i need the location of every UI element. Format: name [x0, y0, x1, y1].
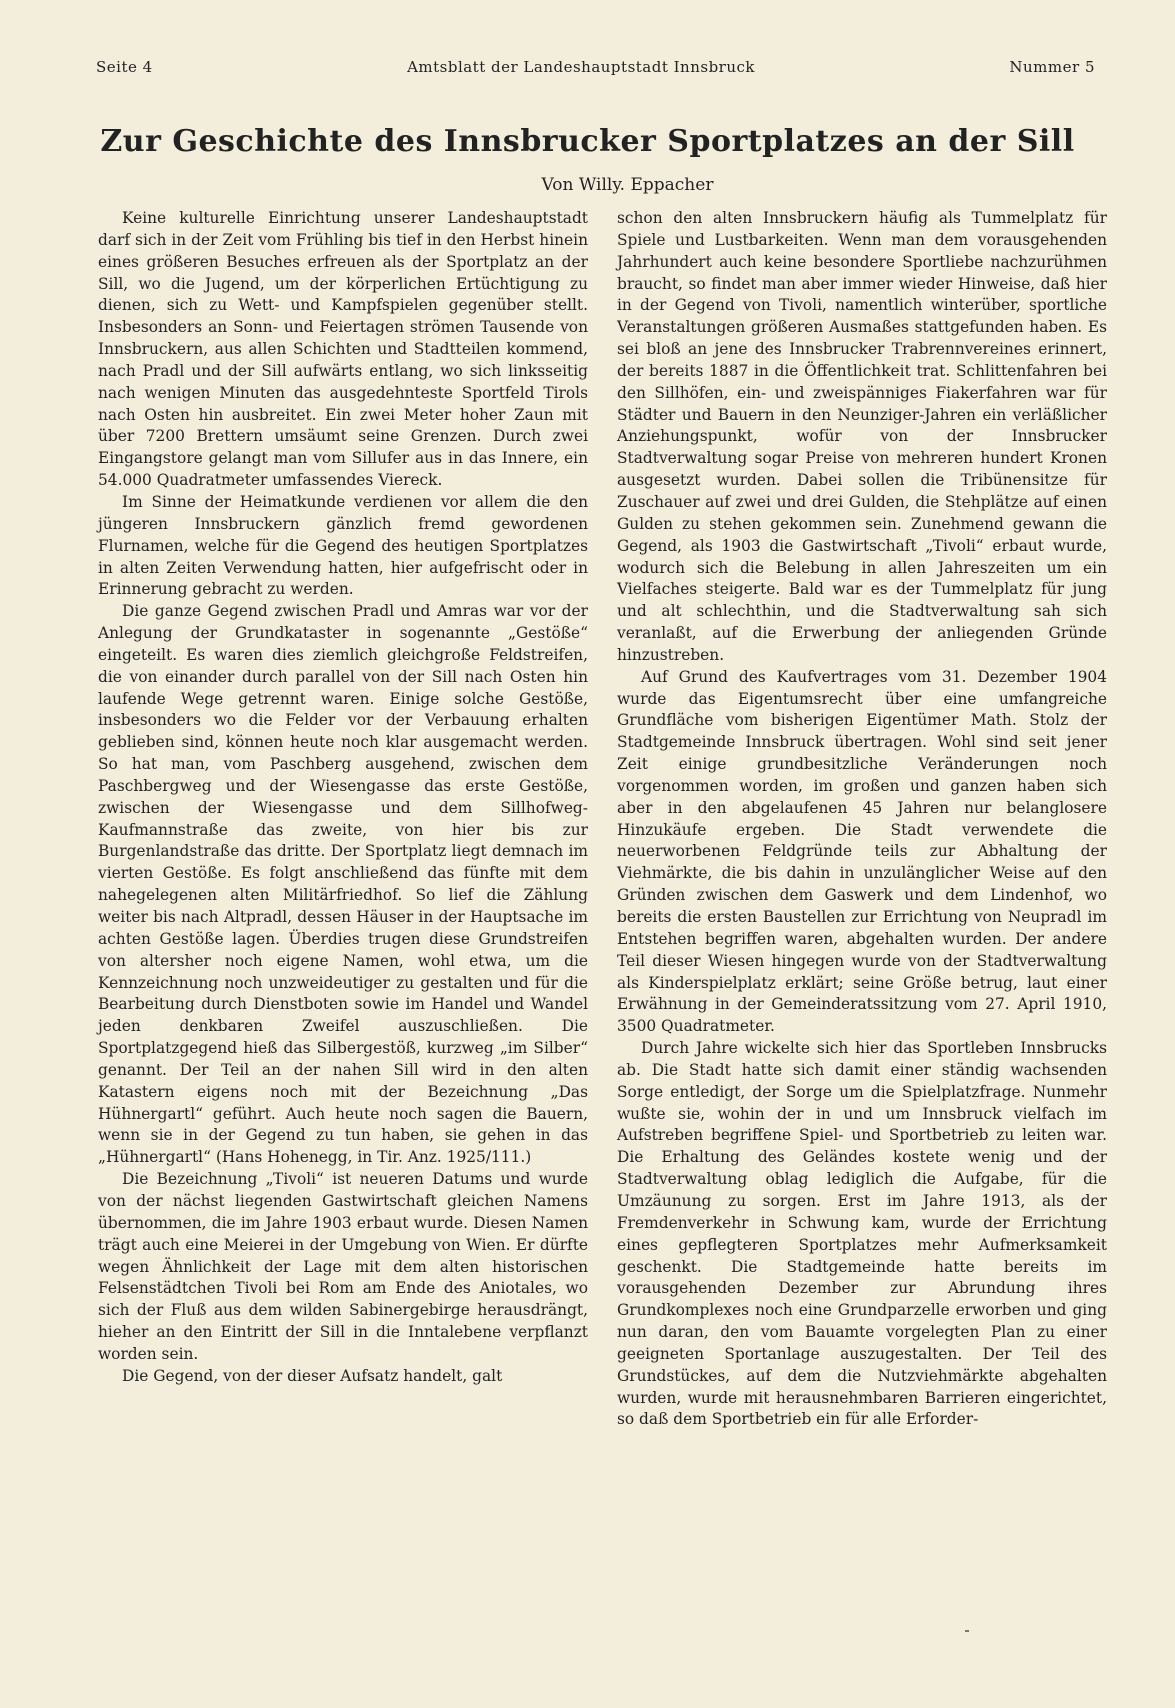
left-column	[98, 208, 588, 1388]
paragraph: Durch Jahre wickelte sich hier das Sportleben Innsbrucks ab. Die Stadt hatte sich damit einer ständig wachsenden Sorge entledigt, der Sorge um die Spielplatzfrage. Nunmehr wußte sie, wohin der in und um Innsbruck vielfach im Aufstreben begriffene Spiel- und Sportbetrieb zu leiten war. Die Erhaltung des Geländes kostete wenig und der Stadtverwaltung oblag lediglich die Aufgabe, für die Umzäunung zu sorgen. Erst im Jahre 1913, als der Fremdenverkehr in Schwung kam, wurde der Errichtung eines gepflegteren Sportplatzes mehr Aufmerksamkeit geschenkt. Die Stadtgemeinde hatte bereits im vorausgehenden Dezember zur Abrundung ihres Grundkomplexes noch eine Grundparzelle erworben und ging nun daran, den vom Bauamte vorgelegten Plan zu einer geeigneten Sportanlage auszugestalten. Der Teil des Grundstückes, auf dem die Nutzviehmärkte abgehalten wurden, wurde mit herausnehmbaren Barrieren eingerichtet, so daß dem Sportbetrieb ein für alle Erforder-	[617, 1039, 1107, 1429]
issue-number: Nummer 5	[1009, 58, 1095, 76]
article-title: Zur Geschichte des Innsbrucker Sportplatzes an der Sill	[100, 124, 1075, 159]
paragraph: schon den alten Innsbruckern häufig als Tummelplatz für Spiele und Lustbarkeiten. Wenn man dem vorausgehenden Jahrhundert auch keine besondere Sportliebe nachzurühmen braucht, so findet man aber immer wieder Hinweise, daß hier in der Gegend von Tivoli, namentlich winterüber, sportliche Veranstaltungen größeren Ausmaßes stattgefunden haben. Es sei bloß an jene des Innsbrucker Trabrennvereines erinnert, der bereits 1887 in die Öffentlichkeit trat. Schlittenfahren bei den Sillhöfen, ein- und zweispänniges Fiakerfahren war für Städter und Bauern in den Neunziger-Jahren ein verläßlicher Anziehungspunkt, wofür von der Innsbrucker Stadtverwaltung sogar Preise von mehreren hundert Kronen ausgesetzt wurden. Dabei sollen die Tribünensitze für Zuschauer auf zwei und drei Gulden, die Stehplätze auf einen Gulden zu stehen gekommen sein. Zunehmend gewann die Gegend, als 1903 die Gastwirtschaft „Tivoli“ erbaut wurde, wodurch sich die Belebung in allen Jahreszeiten um ein Vielfaches steigerte. Bald war es der Tummelplatz für jung und alt schlechthin, und die Stadtverwaltung sah sich veranlaßt, auf die Erwerbung der anliegenden Gründe hinzustreben.	[617, 209, 1107, 664]
article-author: Von Willy. Eppacher	[541, 175, 714, 195]
paragraph: Die Bezeichnung „Tivoli“ ist neueren Datums und wurde von der nächst liegenden Gastwirtschaft gleichen Namens übernommen, die im Jahre 1903 erbaut wurde. Diesen Namen trägt auch eine Meierei in der Umgebung von Wien. Er dürfte wegen Ähnlichkeit der Lage mit dem alten historischen Felsenstädtchen Tivoli bei Rom am Ende des Aniotales, wo sich der Fluß aus dem wilden Sabinergebirge herausdrängt, hieher an den Eintritt der Sill in die Inntalebene verpflanzt worden sein.	[98, 1170, 588, 1363]
page-number: Seite 4	[96, 58, 153, 76]
page-header	[96, 58, 1095, 76]
paragraph: Die ganze Gegend zwischen Pradl und Amras war vor der Anlegung der Grundkataster in sogenannte „Gestöße“ eingeteilt. Es waren dies ziemlich gleichgroße Feldstreifen, die von einander durch parallel von der Sill nach Osten hin laufende Wege getrennt waren. Einige solche Gestöße, insbesonders wo die Felder vor der Verbauung erhalten geblieben sind, können heute noch klar ausgemacht werden. So hat man, vom Paschberg ausgehend, zwischen dem Paschbergweg und der Wiesengasse das erste Gestöße, zwischen der Wiesengasse und dem Sillhofweg-Kaufmannstraße das zweite, von hier bis zur Burgenlandstraße das dritte. Der Sportplatz liegt demnach im vierten Gestöße. Es folgt anschließend das fünfte mit dem nahegelegenen alten Militärfriedhof. So lief die Zählung weiter bis nach Altpradl, dessen Häuser in der Hauptsache im achten Gestöße lagen. Überdies trugen diese Grundstreifen von altersher noch eigene Namen, wohl etwa, um die Kennzeichnung noch unzweideutiger zu gestalten und für die Bearbeitung durch Dienstboten sowie im Handel und Wandel jeden denkbaren Zweifel auszuschließen. Die Sportplatzgegend hieß das Silbergestöß, kurzweg „im Silber“ genannt. Der Teil an der nahen Sill wird in den alten Katastern eigens noch mit der Bezeichnung „Das Hühnergartl“ geführt. Auch heute noch sagen die Bauern, wenn sie in der Gegend zu tun haben, sie gehen in das „Hühnergartl“ (Hans Hohenegg, in Tir. Anz. 1925/111.)	[98, 602, 588, 1167]
paragraph: Keine kulturelle Einrichtung unserer Landeshauptstadt darf sich in der Zeit vom Frühling bis tief in den Herbst hinein eines größeren Besuches erfreuen als der Sportplatz an der Sill, wo die Jugend, um der körperlichen Ertüchtigung zu dienen, sich zu Wett- und Kampfspielen gegenüber stellt. Insbesonders an Sonn- und Feiertagen strömen Tausende von Innsbruckern, aus allen Schichten und Stadtteilen kommend, nach Pradl und der Sill aufwärts entlang, wo sich linksseitig nach wenigen Minuten das ausgedehnteste Sportfeld Tirols nach Osten hin ausbreitet. Ein zwei Meter hoher Zaun mit über 7200 Brettern umsäumt seine Grenzen. Durch zwei Eingangstore gelangt man vom Sillufer aus in das Innere, ein 54.000 Quadratmeter umfassendes Viereck.	[98, 209, 588, 490]
paragraph: Im Sinne der Heimatkunde verdienen vor allem die den jüngeren Innsbruckern gänzlich fremd gewordenen Flurnamen, welche für die Gegend des heutigen Sportplatzes in alten Zeiten Verwendung hatten, hier aufgefrischt oder in Erinnerung gebracht zu werden.	[98, 492, 588, 599]
print-mark	[965, 1630, 969, 1632]
paragraph: Die Gegend, von der dieser Aufsatz handelt, galt	[122, 1366, 503, 1385]
right-column	[617, 208, 1107, 1431]
paragraph: Auf Grund des Kaufvertrages vom 31. Dezember 1904 wurde das Eigentumsrecht über eine umfangreiche Grundfläche vom bisherigen Eigentümer Math. Stolz der Stadtgemeinde Innsbruck übertragen. Wohl sind seit jener Zeit einige grundbesitzliche Veränderungen noch vorgenommen worden, im großen und ganzen haben sich aber in den abgelaufenen 45 Jahren nur belanglosere Hinzukäufe ergeben. Die Stadt verwendete die neuerworbenen Feldgründe teils zur Abhaltung der Viehmärkte, die bis dahin in unzulänglicher Weise auf den Gründen zwischen dem Gaswerk und dem Lindenhof, wo bereits die ersten Baustellen zur Errichtung von Neupradl im Entstehen begriffen waren, abgehalten wurden. Der andere Teil dieser Wiesen hingegen wurde von der Stadtverwaltung als Kinderspielplatz erklärt; seine Größe betrug, laut einer Erwähnung in der Gemeinderatssitzung vom 27. April 1910, 3500 Quadratmeter.	[617, 667, 1107, 1036]
publication-title: Amtsblatt der Landeshauptstadt Innsbruck	[407, 58, 755, 76]
